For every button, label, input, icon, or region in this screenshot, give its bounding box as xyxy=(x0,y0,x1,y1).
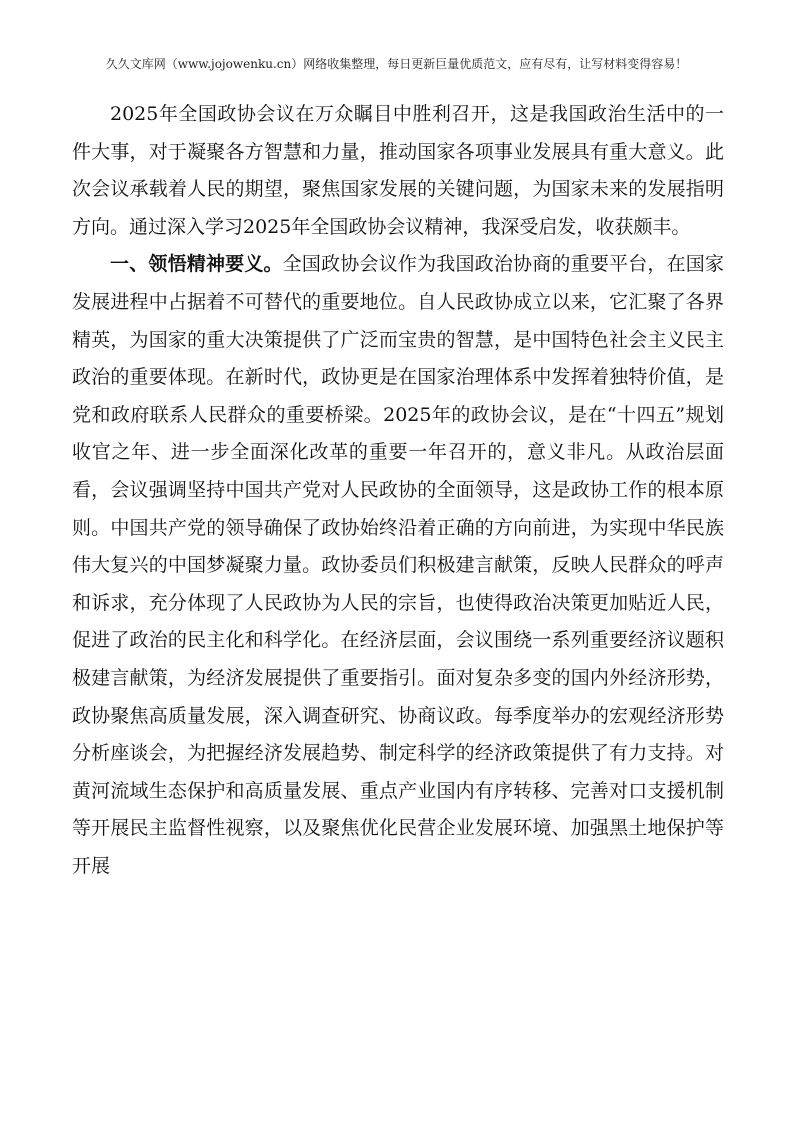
paragraph-intro: 2025年全国政协会议在万众瞩目中胜利召开，这是我国政治生活中的一件大事，对于凝聚各方智慧和力量，推动国家各项事业发展具有重大意义。此次会议承载着人民的期望，聚焦国家发展的关键问题，为国家未来的发展指明方向。通过深入学习2025年全国政协会议精神，我深受启发，收获颇丰。 xyxy=(72,103,724,238)
section-1-body: 全国政协会议作为我国政治协商的重要平台，在国家发展进程中占据着不可替代的重要地位。自人民政协成立以来，它汇聚了各界精英，为国家的重大决策提供了广泛而宝贵的智慧，是中国特色社会主义民主政治的重要体现。在新时代，政协更是在国家治理体系中发挥着独特价值，是党和政府联系人民群众的重要桥梁。2025年的政协会议，是在“十四五”规划收官之年、进一步全面深化改革的重要一年召开的，意义非凡。从政治层面看，会议强调坚持中国共产党对人民政协的全面领导，这是政协工作的根本原则。中国共产党的领导确保了政协始终沿着正确的方向前进，为实现中华民族伟大复兴的中国梦凝聚力量。政协委员们积极建言献策，反映人民群众的呼声和诉求，充分体现了人民政协为人民的宗旨，也使得政治决策更加贴近人民，促进了政治的民主化和科学化。在经济层面，会议围绕一系列重要经济议题积极建言献策，为经济发展提供了重要指引。面对复杂多变的国内外经济形势，政协聚焦高质量发展，深入调查研究、协商议政。每季度举办的宏观经济形势分析座谈会，为把握经济发展趋势、制定科学的经济政策提供了有力支持。对黄河流域生态保护和高质量发展、重点产业国内有序转移、完善对口支援机制等开展民主监督性视察，以及聚焦优化民营企业发展环境、加强黑土地保护等开展 xyxy=(72,253,724,877)
header-note: 久久文库网（www.jojowenku.cn）网络收集整理，每日更新巨量优质范文，应有尽有，让写材料变得容易！ xyxy=(105,57,688,71)
paragraph-section-1 xyxy=(72,246,724,885)
document-body xyxy=(72,96,724,885)
section-heading-1: 一、领悟精神要义。 xyxy=(110,253,283,276)
